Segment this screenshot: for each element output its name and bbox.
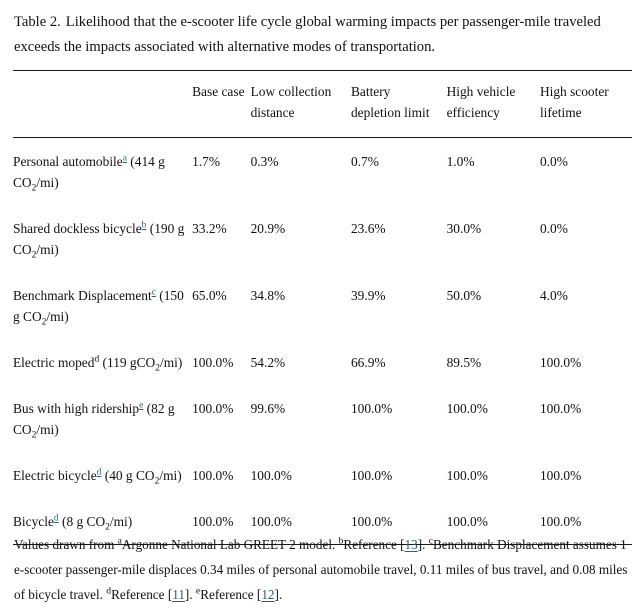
reference-link-11[interactable]: 11	[172, 587, 185, 602]
mode-name: Bus with high ridership	[13, 401, 140, 416]
cell-battery-depletion-limit: 100.0%	[350, 401, 393, 416]
table-row	[13, 272, 632, 339]
reference-link-13[interactable]: 13	[404, 537, 418, 552]
cell-transport-mode	[13, 452, 192, 498]
footnote-marker-d: d	[106, 585, 112, 597]
footnote-marker-a: a	[117, 535, 122, 547]
cell-base-case: 100.0%	[192, 401, 234, 416]
table-row	[13, 452, 632, 498]
mode-emissions-post: /mi)	[36, 422, 59, 437]
cell-high-vehicle-efficiency: 100.0%	[446, 401, 488, 416]
cell-base-case: 100.0%	[192, 468, 234, 483]
mode-name: Bicycle	[13, 514, 54, 529]
column-header-battery-depletion-limit: Battery depletion limit	[351, 71, 447, 138]
column-header-mode	[13, 71, 192, 138]
footnote-marker-e: e	[195, 585, 201, 597]
footnote-marker-c: c	[428, 535, 433, 547]
footnote-segment: Reference [	[111, 587, 173, 602]
cell-high-scooter-lifetime: 100.0%	[539, 401, 582, 416]
mode-emissions-pre: (150 g CO	[13, 288, 184, 324]
cell-high-scooter-lifetime: 0.0%	[539, 154, 568, 169]
subscript-two: 2	[31, 430, 37, 441]
table-row	[13, 138, 632, 206]
reference-link-12[interactable]: 12	[261, 587, 275, 602]
mode-name: Personal automobile	[13, 154, 123, 169]
subscript-two: 2	[154, 476, 160, 487]
mode-emissions-post: /mi)	[109, 514, 133, 529]
subscript-two: 2	[41, 317, 47, 328]
cell-transport-mode	[13, 205, 192, 272]
mode-emissions-pre: (119 gCO	[99, 355, 156, 370]
cell-transport-mode	[13, 339, 192, 385]
mode-name: Shared dockless bicycle	[13, 221, 142, 236]
cell-transport-mode	[13, 138, 192, 206]
cell-low-collection-distance: 99.6%	[250, 401, 286, 416]
footnote-marker-d: d	[94, 354, 100, 365]
table-footnote	[14, 532, 631, 607]
likelihood-table	[13, 70, 632, 545]
cell-transport-mode	[13, 385, 192, 452]
table-caption	[14, 10, 630, 60]
mode-name: Electric moped	[13, 355, 95, 370]
footnote-marker-e[interactable]: e	[139, 400, 144, 411]
column-header-high-scooter-lifetime: High scooter lifetime	[540, 71, 632, 138]
cell-high-scooter-lifetime: 100.0%	[539, 468, 582, 483]
cell-high-scooter-lifetime: 100.0%	[540, 498, 632, 545]
cell-high-vehicle-efficiency: 30.0%	[446, 221, 482, 236]
footnote-marker-d[interactable]: d	[53, 513, 59, 524]
subscript-two: 2	[31, 250, 37, 261]
cell-battery-depletion-limit: 100.0%	[350, 468, 393, 483]
column-header-low-collection-distance: Low collection distance	[251, 71, 351, 138]
footnote-segment: Values drawn from	[14, 537, 118, 552]
mode-emissions-post: /mi)	[159, 468, 182, 483]
footnote-marker-c[interactable]: c	[151, 287, 156, 298]
footnote-marker-b[interactable]: b	[141, 220, 147, 231]
mode-emissions-post: /mi)	[46, 309, 69, 324]
subscript-two: 2	[31, 183, 37, 194]
mode-emissions-post: /mi)	[36, 175, 59, 190]
cell-high-vehicle-efficiency: 100.0%	[446, 468, 488, 483]
footnote-segment: ].	[184, 587, 196, 602]
mode-emissions-post: /mi)	[36, 242, 59, 257]
mode-emissions-pre: (8 g CO	[58, 514, 106, 529]
caption-label: Table 2.	[14, 14, 61, 30]
cell-low-collection-distance: 34.8%	[250, 288, 286, 303]
mode-emissions-post: /mi)	[159, 355, 183, 370]
footnote-segment: ].	[274, 587, 283, 602]
cell-battery-depletion-limit: 0.7%	[350, 154, 379, 169]
cell-transport-mode	[13, 272, 192, 339]
cell-high-scooter-lifetime: 100.0%	[539, 355, 582, 370]
mode-emissions-pre: (40 g CO	[101, 468, 155, 483]
mode-name: Electric bicycle	[13, 468, 97, 483]
cell-high-vehicle-efficiency: 50.0%	[446, 288, 482, 303]
table-row	[13, 385, 632, 452]
cell-high-vehicle-efficiency: 1.0%	[446, 154, 475, 169]
mode-emissions-pre: (414 g CO	[13, 154, 165, 190]
caption-text: Likelihood that the e-scooter life cycle global warming impacts per passenger-mile traveled exceeds the impacts associated with alternative modes of transportation.	[14, 14, 601, 55]
cell-battery-depletion-limit: 39.9%	[350, 288, 386, 303]
table-header	[13, 71, 632, 138]
footnote-marker-d[interactable]: d	[96, 467, 102, 478]
mode-emissions-pre: (190 g CO	[13, 221, 185, 257]
cell-battery-depletion-limit: 66.9%	[350, 355, 386, 370]
footnote-marker-b: b	[338, 535, 344, 547]
cell-battery-depletion-limit: 100.0%	[351, 498, 447, 545]
cell-low-collection-distance: 0.3%	[250, 154, 279, 169]
cell-high-vehicle-efficiency: 100.0%	[447, 498, 540, 545]
footnote-segment: Reference [	[200, 587, 262, 602]
cell-base-case: 65.0%	[192, 288, 227, 303]
cell-base-case: 33.2%	[192, 221, 227, 236]
cell-low-collection-distance: 100.0%	[251, 498, 351, 545]
column-header-base-case: Base case	[192, 71, 250, 138]
subscript-two: 2	[155, 363, 160, 374]
mode-emissions-pre: (82 g CO	[13, 401, 175, 437]
cell-base-case: 1.7%	[192, 154, 221, 169]
footnote-segment: ].	[417, 537, 429, 552]
table-body	[13, 138, 632, 545]
cell-base-case: 100.0%	[192, 355, 234, 370]
subscript-two: 2	[105, 522, 110, 533]
cell-low-collection-distance: 54.2%	[250, 355, 286, 370]
cell-high-vehicle-efficiency: 89.5%	[446, 355, 482, 370]
cell-base-case: 100.0%	[192, 498, 250, 545]
footnote-marker-a[interactable]: a	[122, 153, 127, 164]
table-row	[13, 205, 632, 272]
cell-high-scooter-lifetime: 0.0%	[539, 221, 568, 236]
footnote-segment: Reference [	[343, 537, 405, 552]
column-header-high-vehicle-efficiency: High vehicle efficiency	[447, 71, 540, 138]
table-row	[13, 339, 632, 385]
footnote-segment: Argonne National Lab GREET 2 model.	[121, 537, 339, 552]
cell-high-scooter-lifetime: 4.0%	[539, 288, 568, 303]
table-header-row	[13, 71, 632, 138]
mode-name: Benchmark Displacement	[13, 288, 152, 303]
cell-low-collection-distance: 100.0%	[250, 468, 292, 483]
cell-battery-depletion-limit: 23.6%	[350, 221, 386, 236]
cell-low-collection-distance: 20.9%	[250, 221, 286, 236]
footnote-segment: Benchmark Displacement assumes 1 e-scooter passenger-mile displaces 0.34 miles of personal automobile travel, 0.11 miles of bus travel, and 0.08 miles of bicycle travel.	[14, 537, 628, 602]
